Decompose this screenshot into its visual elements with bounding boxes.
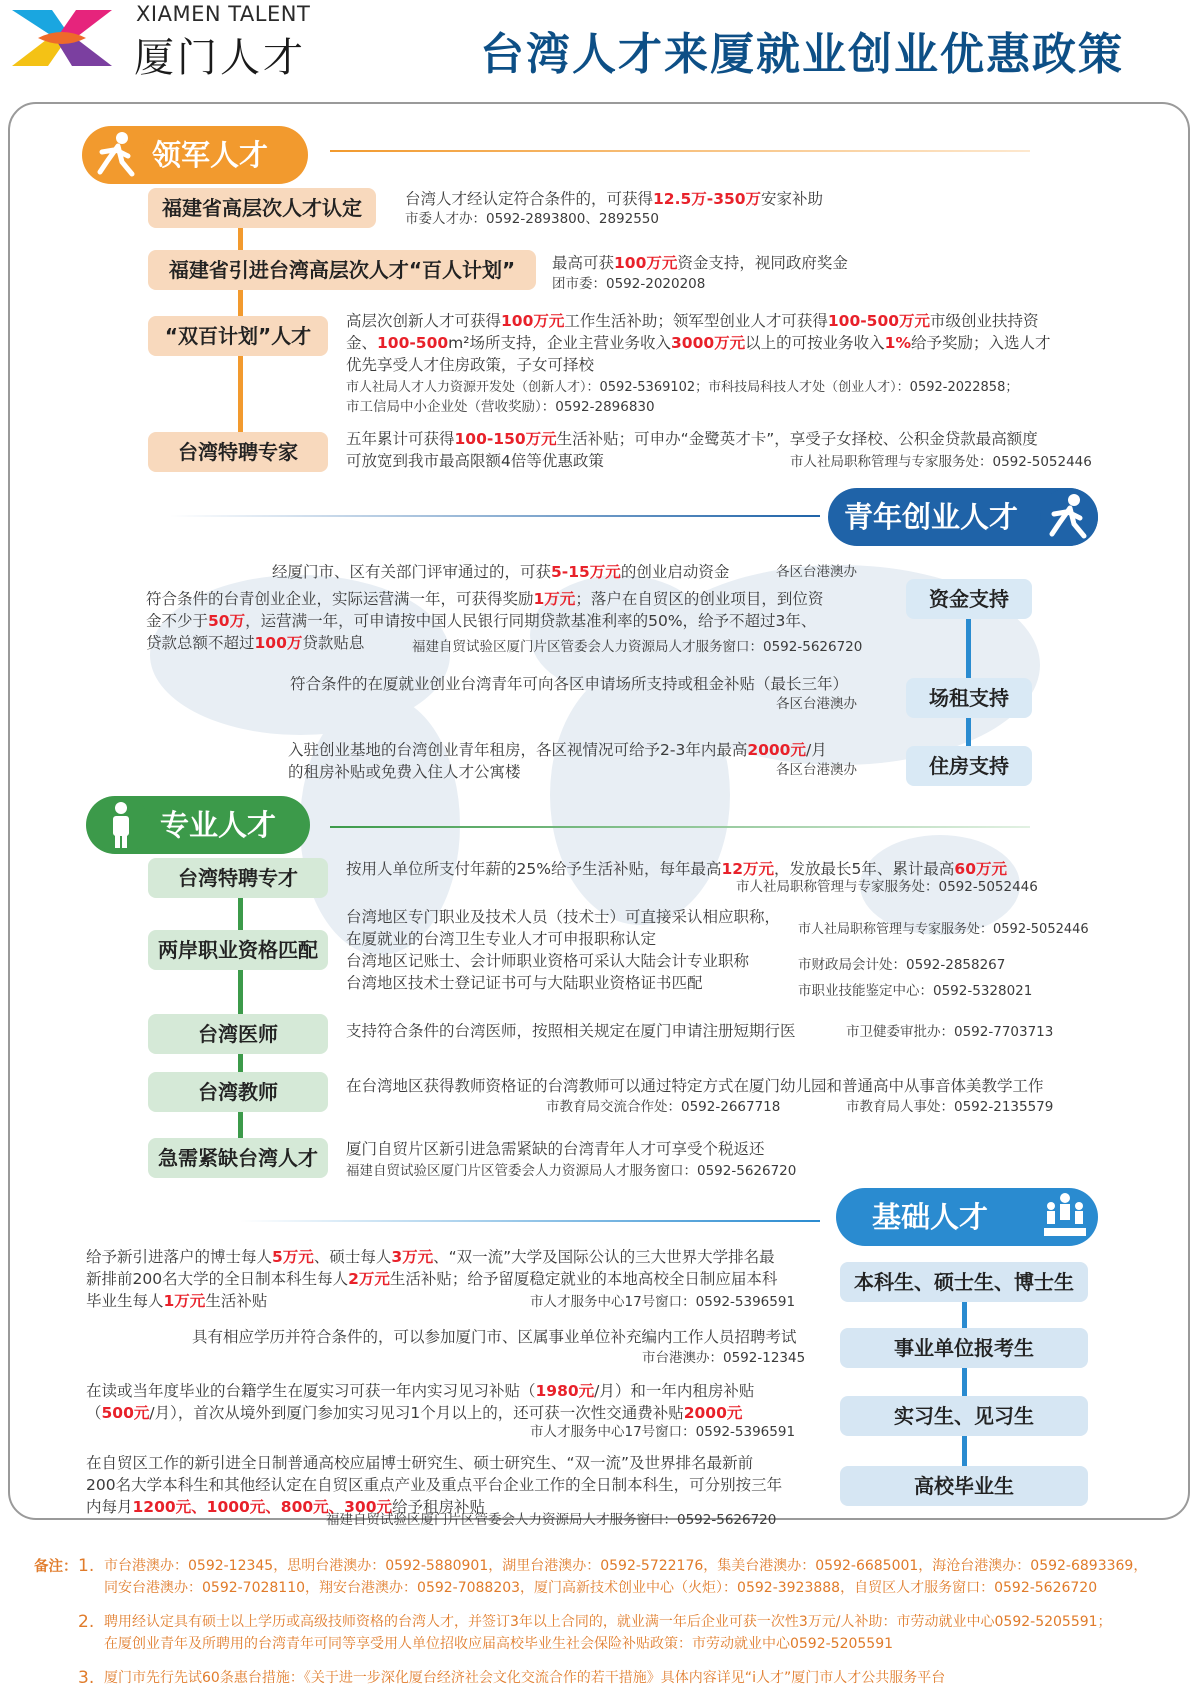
professional-contact-3: 市卫健委审批办：0592-7703713: [846, 1024, 1054, 1040]
basic-contact-4: 福建自贸试验区厦门片区管委会人力资源局人才服务窗口：0592-5626720: [326, 1512, 777, 1528]
label-urgent-talent: 急需紧缺台湾人才: [148, 1138, 328, 1178]
section-professional-rule: [330, 826, 1030, 828]
label-double-hundred: “双百计划”人才: [148, 316, 328, 356]
professional-policy-5: 厦门自贸片区新引进急需紧缺的台湾青年人才可享受个税返还: [346, 1140, 765, 1158]
note-3-text: 厦门市先行先试60条惠台措施：《关于进一步深化厦台经济社会文化交流合作的若干措施》具体内容详见“i人才”厦门市人才公共服务平台: [104, 1670, 946, 1686]
professional-contact-4b: 市教育局人事处：0592-2135579: [846, 1099, 1054, 1115]
professional-contact-5: 福建自贸试验区厦门片区管委会人力资源局人才服务窗口：0592-5626720: [346, 1163, 797, 1179]
professional-contact-4a: 市教育局交流合作处：0592-2667718: [546, 1099, 781, 1115]
label-taiwan-teacher: 台湾教师: [148, 1072, 328, 1112]
leading-contact-3b: 市工信局中小企业处（营收奖励）：0592-2896830: [346, 399, 655, 415]
basic-contact-3: 市人才服务中心17号窗口：0592-5396591: [530, 1424, 796, 1440]
leading-contact-1: 市委人才办：0592-2893800、2892550: [405, 211, 659, 227]
basic-policy-3: 在读或当年度毕业的台籍学生在厦实习可获一年内实习见习补贴（1980元/月）和一年内租房补贴 （500元/月），首次从境外到厦门参加实习见习1个月以上的，还可获一次性交通费补贴2000元: [86, 1382, 755, 1422]
professional-policy-2: 台湾地区专门职业及技术人员（技术士）可直接采认相应职称， 在厦就业的台湾卫生专业人才可申报职称认定 台湾地区记账士、会计师职业资格可采认大陆会计专业职称 台湾地区技术士登记证书可与大陆职业资格证书匹配: [346, 908, 781, 992]
professional-contact-2b: 市财政局会计处：0592-2858267: [798, 957, 1006, 973]
label-taiwan-doctor: 台湾医师: [148, 1014, 328, 1054]
note-2-number: 2.: [78, 1612, 95, 1632]
leading-contact-3a: 市人社局人才人力资源开发处（创新人才）：0592-5369102；市科技局科技人才处（创业人才）：0592-2022858；: [346, 380, 1019, 395]
basic-contact-1: 市人才服务中心17号窗口：0592-5396591: [530, 1294, 796, 1310]
basic-connector: [962, 1296, 967, 1476]
note-2-text: 聘用经认定具有硕士以上学历或高级技师资格的台湾人才，并签订3年以上合同的，就业满一年后企业可获一次性3万元/人补助：市劳动就业中心0592-5205591； 在厦创业青年及所聘用的台湾青年可同等享受用人单位招收应届高校毕业生社会保险补贴政策：市劳动就业中心0592-5205591: [104, 1614, 1112, 1652]
page-title: 台湾人才来厦就业创业优惠政策: [480, 29, 1124, 80]
section-youth-title: 青年创业人才: [844, 500, 1019, 534]
section-basic-title: 基础人才: [872, 1200, 989, 1234]
basic-policy-1: 给予新引进落户的博士每人5万元、硕士每人3万元、“双一流”大学及国际公认的三大世界大学排名最 新排前200名大学的全日制本科生每人2万元生活补贴；给予留厦稳定就业的本地高校全日制应届本科 毕业生每人1万元生活补贴: [86, 1248, 778, 1310]
label-rent-support: 场租支持: [906, 678, 1032, 718]
label-public-institution: 事业单位报考生: [840, 1328, 1088, 1368]
youth-funding-line-2: 符合条件的台青创业企业，实际运营满一年，可获得奖励1万元；落户在自贸区的创业项目，到位资 金不少于50万，运营满一年，可申请按中国人民银行同期贷款基准利率的50%，给予不超过3年、 贷款总额不超过100万贷款贴息: [146, 590, 824, 652]
leading-contact-4: 市人社局职称管理与专家服务处：0592-5052446: [790, 454, 1092, 470]
leading-policy-3: 高层次创新人才可获得100万元工作生活补助；领军型创业人才可获得100-500万元市级创业扶持资 金、100-500m²场所支持，企业主营业务收入3000万元以上的可按业务收入1%给予奖励；入选人才 优先享受人才住房政策，子女可择校: [346, 312, 1051, 374]
leading-contact-2: 团市委：0592-2020208: [552, 276, 706, 292]
notes-label: 备注：: [34, 1559, 78, 1575]
youth-funding-line-1: 经厦门市、区有关部门评审通过的，可获5-15万元的创业启动资金: [272, 563, 730, 581]
section-basic-rule: [240, 1220, 820, 1222]
running-person-icon: [1040, 488, 1098, 546]
section-professional-title: 专业人才: [160, 808, 277, 842]
podium-people-icon: [1036, 1188, 1094, 1246]
section-basic-header: [836, 1188, 1098, 1246]
basic-policy-2: 具有相应学历并符合条件的，可以参加厦门市、区属事业单位补充编内工作人员招聘考试: [192, 1328, 797, 1346]
basic-contact-2: 市台港澳办：0592-12345: [642, 1350, 806, 1366]
section-leading-title: 领军人才: [152, 138, 269, 172]
professional-policy-4: 在台湾地区获得教师资格证的台湾教师可以通过特定方式在厦门幼儿园和普通高中从事音体美教学工作: [346, 1077, 1044, 1095]
professional-contact-2c: 市职业技能鉴定中心：0592-5328021: [798, 983, 1033, 999]
section-leading-rule: [330, 150, 1030, 152]
section-youth-header: [828, 488, 1098, 546]
xiamen-talent-logo-icon: [8, 6, 116, 70]
label-hundred-talents: 福建省引进台湾高层次人才“百人计划”: [148, 250, 536, 290]
leading-policy-4: 五年累计可获得100-150万元生活补贴；可申办“金鹭英才卡”，享受子女择校、公积金贷款最高额度 可放宽到我市最高限额4倍等优惠政策: [346, 430, 1038, 470]
section-youth-rule: [170, 515, 820, 517]
label-fujian-high-level: 福建省高层次人才认定: [148, 188, 376, 228]
professional-policy-1: 按用人单位所支付年薪的25%给予生活补贴，每年最高12万元，发放最长5年、累计最高60万元: [346, 860, 1007, 878]
youth-rent-contact: 各区台港澳办: [776, 696, 857, 712]
youth-funding-contact-2: 福建自贸试验区厦门片区管委会人力资源局人才服务窗口：0592-5626720: [412, 639, 863, 655]
professional-contact-1: 市人社局职称管理与专家服务处：0592-5052446: [736, 879, 1038, 895]
youth-rent-line: 符合条件的在厦就业创业台湾青年可向各区申请场所支持或租金补贴（最长三年）: [290, 675, 849, 693]
running-person-icon: [88, 126, 146, 184]
note-1-number: 1.: [78, 1556, 95, 1576]
label-interns: 实习生、见习生: [840, 1396, 1088, 1436]
professional-contact-2a: 市人社局职称管理与专家服务处：0592-5052446: [798, 922, 1089, 937]
label-degree-students: 本科生、硕士生、博士生: [840, 1262, 1088, 1302]
leading-policy-1: 台湾人才经认定符合条件的，可获得12.5万-350万安家补助: [405, 190, 824, 208]
label-taiwan-specialist: 台湾特聘专才: [148, 858, 328, 898]
label-graduates: 高校毕业生: [840, 1466, 1088, 1506]
section-professional-header: [86, 796, 310, 854]
leading-policy-2: 最高可获100万元资金支持，视同政府奖金: [552, 254, 848, 272]
youth-housing-contact: 各区台港澳办: [776, 762, 857, 778]
standing-person-icon: [92, 796, 150, 854]
youth-housing-lines: 入驻创业基地的台湾创业青年租房，各区视情况可给予2-3年内最高2000元/月 的租房补贴或免费入住人才公寓楼: [288, 741, 827, 781]
brand-chinese: 厦门人才: [134, 35, 306, 81]
brand-english: XIAMEN TALENT: [136, 2, 311, 26]
label-funding-support: 资金支持: [906, 579, 1032, 619]
label-housing-support: 住房支持: [906, 746, 1032, 786]
note-1-text: 市台港澳办：0592-12345，思明台港澳办：0592-5880901，湖里台港澳办：0592-5722176，集美台港澳办：0592-6685001，海沧台港澳办：0592-6893369， 同安台港澳办：0592-7028110，翔安台港澳办：0592-7088203，厦门高新技术创业中心（火炬）：0592-3923888，自贸区人才服务窗口：0592-5626720: [104, 1558, 1148, 1596]
professional-policy-3: 支持符合条件的台湾医师，按照相关规定在厦门申请注册短期行医: [346, 1022, 796, 1040]
youth-funding-contact-1: 各区台港澳办: [776, 564, 857, 580]
section-leading-header: [82, 126, 308, 184]
label-taiwan-expert: 台湾特聘专家: [148, 432, 328, 472]
label-qualification-matching: 两岸职业资格匹配: [148, 930, 328, 970]
basic-policy-4: 在自贸区工作的新引进全日制普通高校应届博士研究生、硕士研究生、“双一流”及世界排名最新前 200名大学本科生和其他经认定在自贸区重点产业及重点平台企业工作的全日制本科生，可分别按三年 内每月1200元、1000元、800元、300元给予租房补贴: [86, 1454, 783, 1516]
note-3-number: 3.: [78, 1668, 95, 1688]
